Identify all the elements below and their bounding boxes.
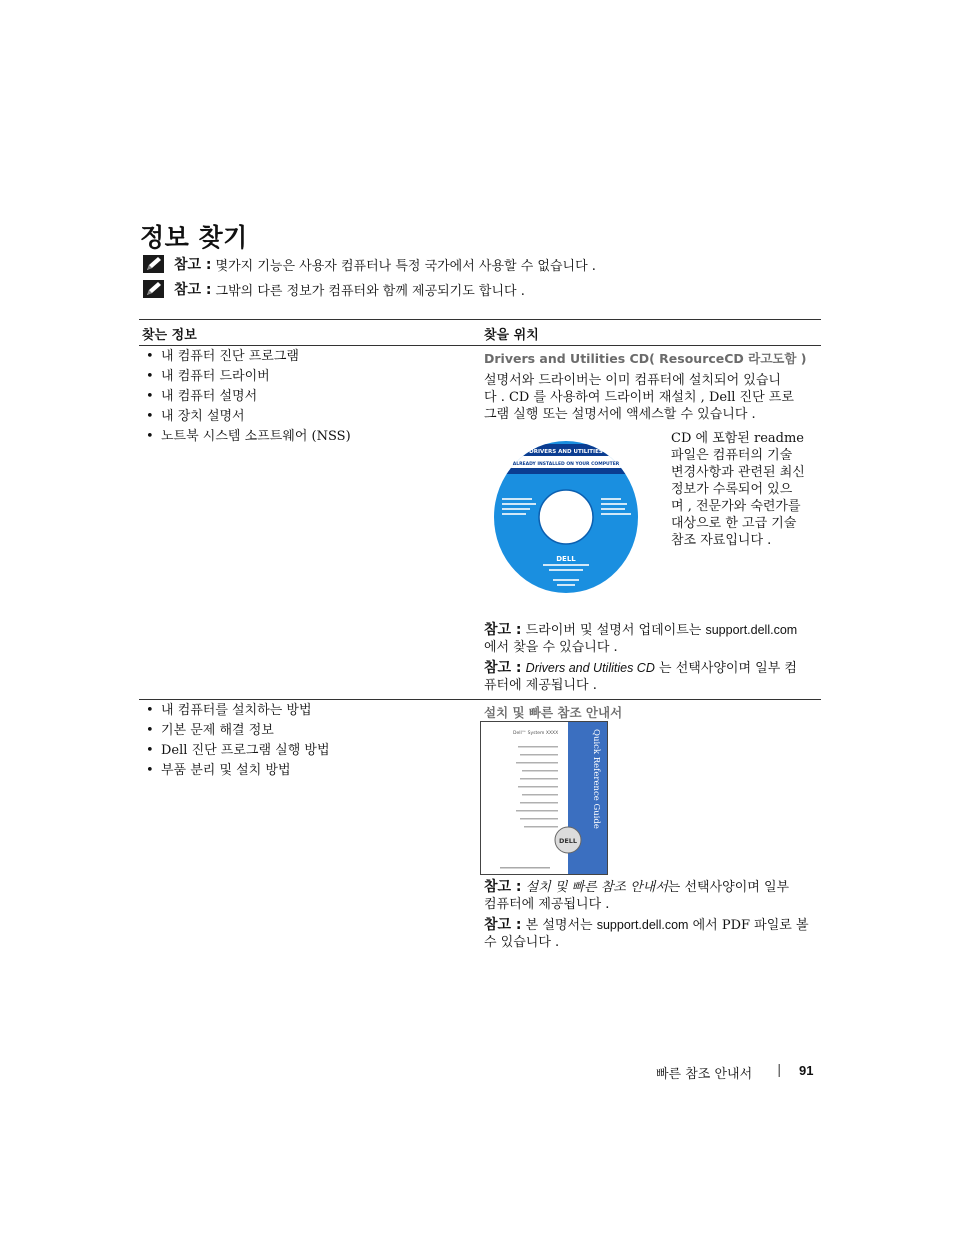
row1-note-2 (484, 660, 824, 694)
book-cover-text: Dell™ System XXXX (513, 731, 559, 736)
note-label: 참고 : (174, 257, 212, 273)
note-text: 본 설명서는 (525, 918, 597, 933)
row2-info-list (146, 701, 330, 781)
list-item: • 내 컴퓨터 설명서 (146, 387, 351, 407)
support-link-text: support.dell.com (705, 623, 798, 637)
note-text: 는 선택사양이며 일부 컴 (654, 661, 797, 676)
row2-note-1 (484, 879, 824, 913)
row2-note-2 (484, 917, 824, 951)
note-2 (143, 279, 525, 299)
book-spine-text: Quick Reference Guide (591, 729, 601, 829)
list-item: • 내 컴퓨터를 설치하는 방법 (146, 701, 330, 721)
note-italic-text: 설치 및 빠른 참조 안내서 (525, 880, 668, 895)
note-text: 에서 찾을 수 있습니다 . (484, 640, 618, 655)
text-line: 며 , 전문가와 숙련가를 (671, 499, 801, 514)
cd-band-text: ALREADY INSTALLED ON YOUR COMPUTER (512, 462, 620, 467)
table-row-rule (139, 699, 821, 700)
list-item: • 내 장치 설명서 (146, 407, 351, 427)
note-text: 그밖의 다른 정보가 컴퓨터와 함께 제공되기도 합니다 . (215, 283, 525, 299)
note-label: 참고 : (484, 660, 522, 676)
note-text: 퓨터에 제공됩니다 . (484, 678, 597, 693)
page-number: 91 (799, 1063, 814, 1078)
pencil-note-icon (143, 280, 164, 298)
dell-logo: DELL (556, 555, 576, 563)
drivers-utilities-cd-image (493, 436, 639, 596)
text-line: 대상으로 한 고급 기술 (671, 516, 797, 531)
row1-info-list (146, 347, 351, 447)
row1-side-description (671, 430, 821, 549)
text-line: 설명서와 드라이버는 이미 컴퓨터에 설치되어 있습니 (484, 373, 781, 388)
note-text: 드라이버 및 설명서 업데이트는 (525, 623, 706, 638)
cd-band-text: DRIVERS AND UTILITIES (529, 449, 603, 455)
text-line: CD 에 포함된 readme (671, 431, 804, 446)
column-header-info: 찾는 정보 (142, 328, 197, 343)
text-line: 변경사항과 관련된 최신 (671, 465, 805, 480)
list-item: • Dell 진단 프로그램 실행 방법 (146, 741, 330, 761)
column-header-location: 찾을 위치 (484, 328, 539, 343)
row1-note-1 (484, 622, 824, 656)
note-text: 에서 PDF 파일로 볼 (688, 918, 809, 933)
list-item: • 내 컴퓨터 진단 프로그램 (146, 347, 351, 367)
row1-description (484, 372, 824, 423)
table-header-rule (139, 345, 821, 346)
note-text: 몇가지 기능은 사용자 컴퓨터나 특정 국가에서 사용할 수 없습니다 . (215, 258, 596, 274)
note-label: 참고 : (484, 879, 522, 895)
quick-reference-guide-image (480, 721, 608, 875)
row2-source-title: 설치 및 빠른 참조 안내서 (484, 705, 623, 720)
note-1 (143, 254, 596, 274)
note-label: 참고 : (174, 282, 212, 298)
note-label: 참고 : (484, 917, 522, 933)
support-link-text: support.dell.com (596, 918, 689, 932)
cd-center-hole (539, 490, 593, 544)
text-line: 참조 자료입니다 . (671, 533, 772, 548)
note-label: 참고 : (484, 622, 522, 638)
footer-separator: | (777, 1063, 782, 1078)
pencil-note-icon (143, 255, 164, 273)
list-item: • 부품 분리 및 설치 방법 (146, 761, 330, 781)
text-line: 파일은 컴퓨터의 기술 (671, 448, 793, 463)
dell-logo: DELL (558, 837, 578, 845)
page-title: 정보 찾기 (140, 223, 248, 252)
book-footer-line (500, 867, 550, 869)
list-item: • 내 컴퓨터 드라이버 (146, 367, 351, 387)
table-top-rule (139, 319, 821, 320)
list-item: • 기본 문제 해결 정보 (146, 721, 330, 741)
note-text: 수 있습니다 . (484, 935, 560, 950)
note-italic-text: Drivers and Utilities CD (525, 661, 655, 675)
text-line: 정보가 수록되어 있으 (671, 482, 793, 497)
note-text: 는 선택사양이며 일부 (667, 880, 790, 895)
note-text: 컴퓨터에 제공됩니다 . (484, 897, 610, 912)
text-line: 그램 실행 또는 설명서에 액세스할 수 있습니다 . (484, 407, 756, 422)
row1-source-title: Drivers and Utilities CD( ResourceCD 라고도함 ) (484, 351, 807, 366)
footer-section-title: 빠른 참조 안내서 (656, 1067, 753, 1082)
text-line: 다 . CD 를 사용하여 드라이버 재설치 , Dell 진단 프로 (484, 390, 794, 405)
list-item: • 노트북 시스템 소프트웨어 (NSS) (146, 427, 351, 447)
